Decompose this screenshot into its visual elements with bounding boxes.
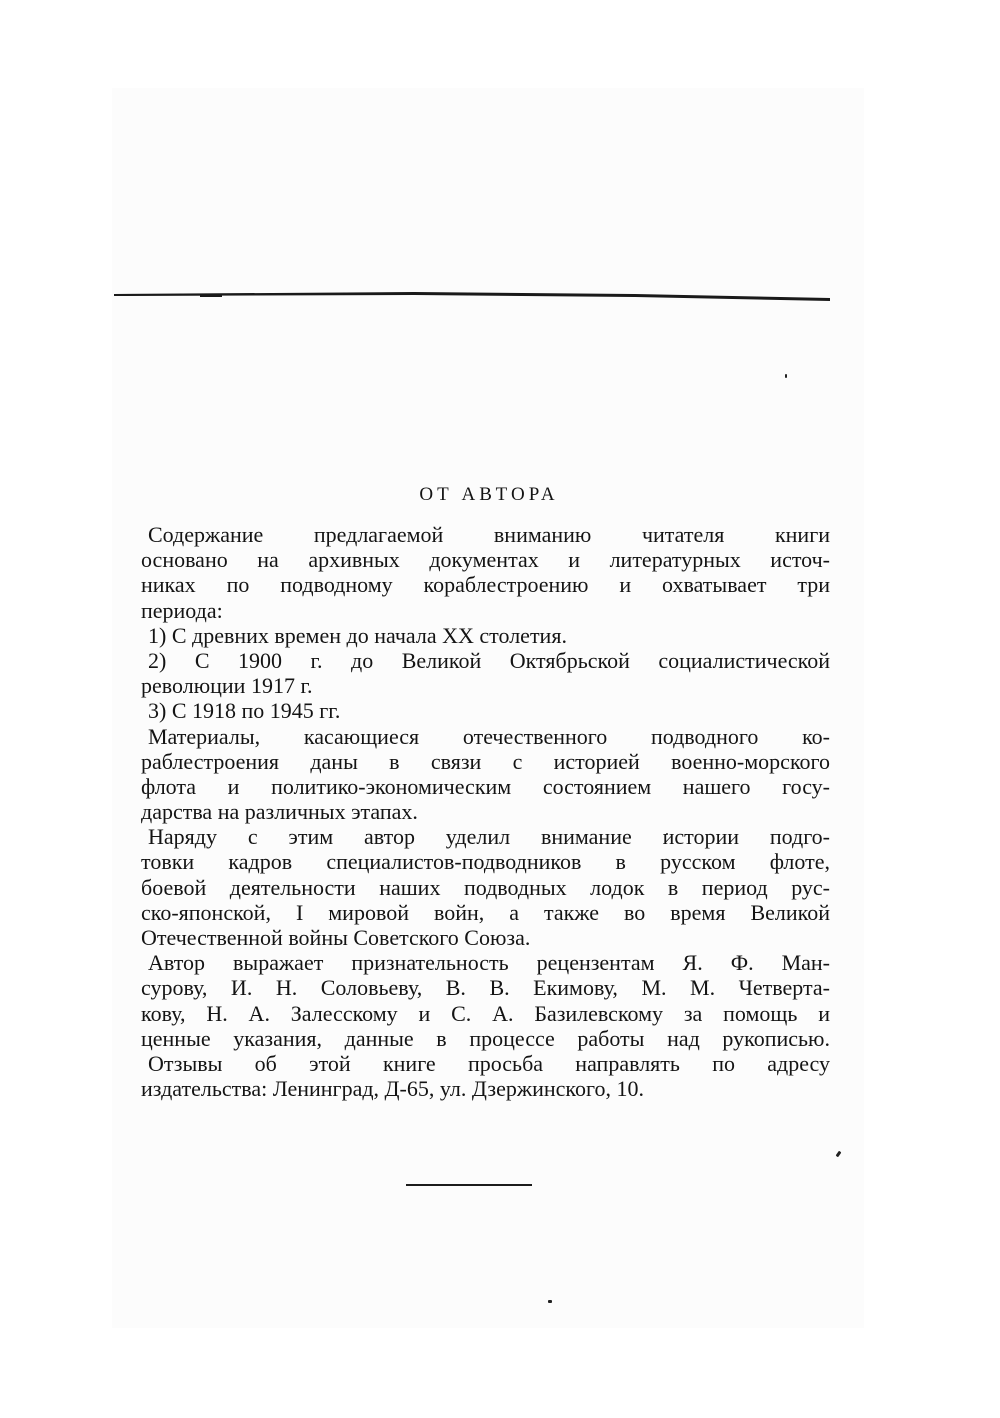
text-line: флота и политико-экономическим состоянием нашего госу-	[141, 773, 830, 799]
scan-speck	[785, 374, 787, 378]
text-line: раблестроения даны в связи с историей военно-морского	[141, 748, 830, 774]
text-line: Автор выражает признательность рецензентам Я. Ф. Ман-	[148, 950, 830, 976]
page-title: ОТ АВТОРА	[419, 484, 559, 505]
text-line: Отечественной войны Советского Союза.	[141, 925, 531, 950]
text-line: сурову, И. Н. Соловьеву, В. В. Екимову, М. М. Четверта-	[141, 975, 830, 1001]
text-line: никах по подводному кораблестроению и охватывает три	[141, 572, 830, 598]
text-line: дарства на различных этапах.	[141, 799, 418, 825]
text-line: революции 1917 г.	[141, 673, 313, 699]
top-divider-rule	[114, 289, 830, 301]
text-line: Наряду с этим автор уделил внимание истории подго-	[148, 824, 830, 850]
text-line: 3) С 1918 по 1945 гг.	[148, 698, 341, 724]
text-line: Отзывы об этой книге просьба направлять по адресу	[148, 1050, 830, 1076]
text-line: основано на архивных документах и литературных источ-	[141, 547, 830, 573]
text-line: товки кадров специалистов-подводников в русском флоте,	[141, 849, 830, 875]
text-line: ско-японской, I мировой войн, а также во время Великой	[141, 899, 830, 925]
text-line: 1) С древних времен до начала XX столетия.	[148, 622, 567, 648]
scan-speck	[548, 1300, 552, 1303]
text-line: Материалы, касающиеся отечественного подводного ко-	[148, 723, 830, 749]
bottom-divider-rule	[406, 1184, 532, 1186]
text-line: издательства: Ленинград, Д-65, ул. Дзержинского, 10.	[141, 1076, 644, 1102]
text-line: ценные указания, данные в процессе работы над рукописью.	[141, 1025, 830, 1051]
text-line: периода:	[141, 597, 223, 623]
body-text	[141, 522, 830, 1102]
text-line: боевой деятельности наших подводных лодок в период рус-	[141, 874, 830, 900]
text-line: кову, Н. А. Залесскому и С. А. Базилевскому за помощь и	[141, 1000, 830, 1026]
text-line: 2) С 1900 г. до Великой Октябрьской социалистической	[148, 647, 830, 673]
text-line: Содержание предлагаемой вниманию читателя книги	[148, 522, 830, 547]
